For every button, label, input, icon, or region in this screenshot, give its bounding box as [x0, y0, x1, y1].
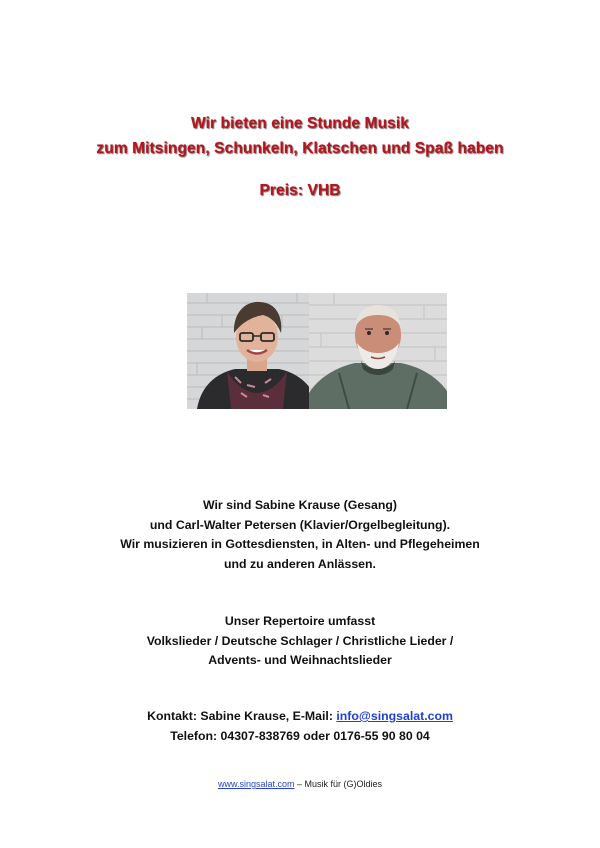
repertoire-line: Unser Repertoire umfasst	[224, 614, 376, 628]
headline-line-2: zum Mitsingen, Schunkeln, Klatschen und Spaß haben	[96, 140, 504, 157]
contact-email-line	[0, 707, 600, 727]
email-link[interactable]: info@singsalat.com	[336, 709, 453, 723]
repertoire-paragraph	[0, 612, 600, 671]
intro-line: Wir musizieren in Gottesdiensten, in Alten- und Pflegeheimen	[120, 537, 480, 551]
intro-paragraph	[0, 496, 600, 574]
price-label: Preis: VHB	[259, 182, 341, 199]
contact-prefix: Kontakt: Sabine Krause, E-Mail:	[147, 709, 337, 723]
intro-line: Wir sind Sabine Krause (Gesang)	[203, 498, 397, 512]
intro-line: und Carl-Walter Petersen (Klavier/Orgelbegleitung).	[149, 517, 451, 532]
photo-sabine-krause	[187, 293, 327, 409]
website-link[interactable]: www.singsalat.com	[217, 779, 295, 789]
contact-phone: Telefon: 04307-838769 oder 0176-55 90 80 04	[170, 728, 430, 743]
repertoire-line: Volkslieder / Deutsche Schlager / Christliche Lieder /	[146, 633, 454, 648]
headline-line-1: Wir bieten eine Stunde Musik	[191, 115, 409, 132]
contact-block	[0, 707, 600, 746]
photo-carl-walter-petersen	[309, 293, 447, 409]
intro-line: und zu anderen Anlässen.	[224, 556, 376, 571]
repertoire-line: Advents- und Weihnachtslieder	[208, 653, 392, 667]
footer	[0, 779, 600, 789]
footer-tagline: – Musik für (G)Oldies	[294, 779, 383, 789]
